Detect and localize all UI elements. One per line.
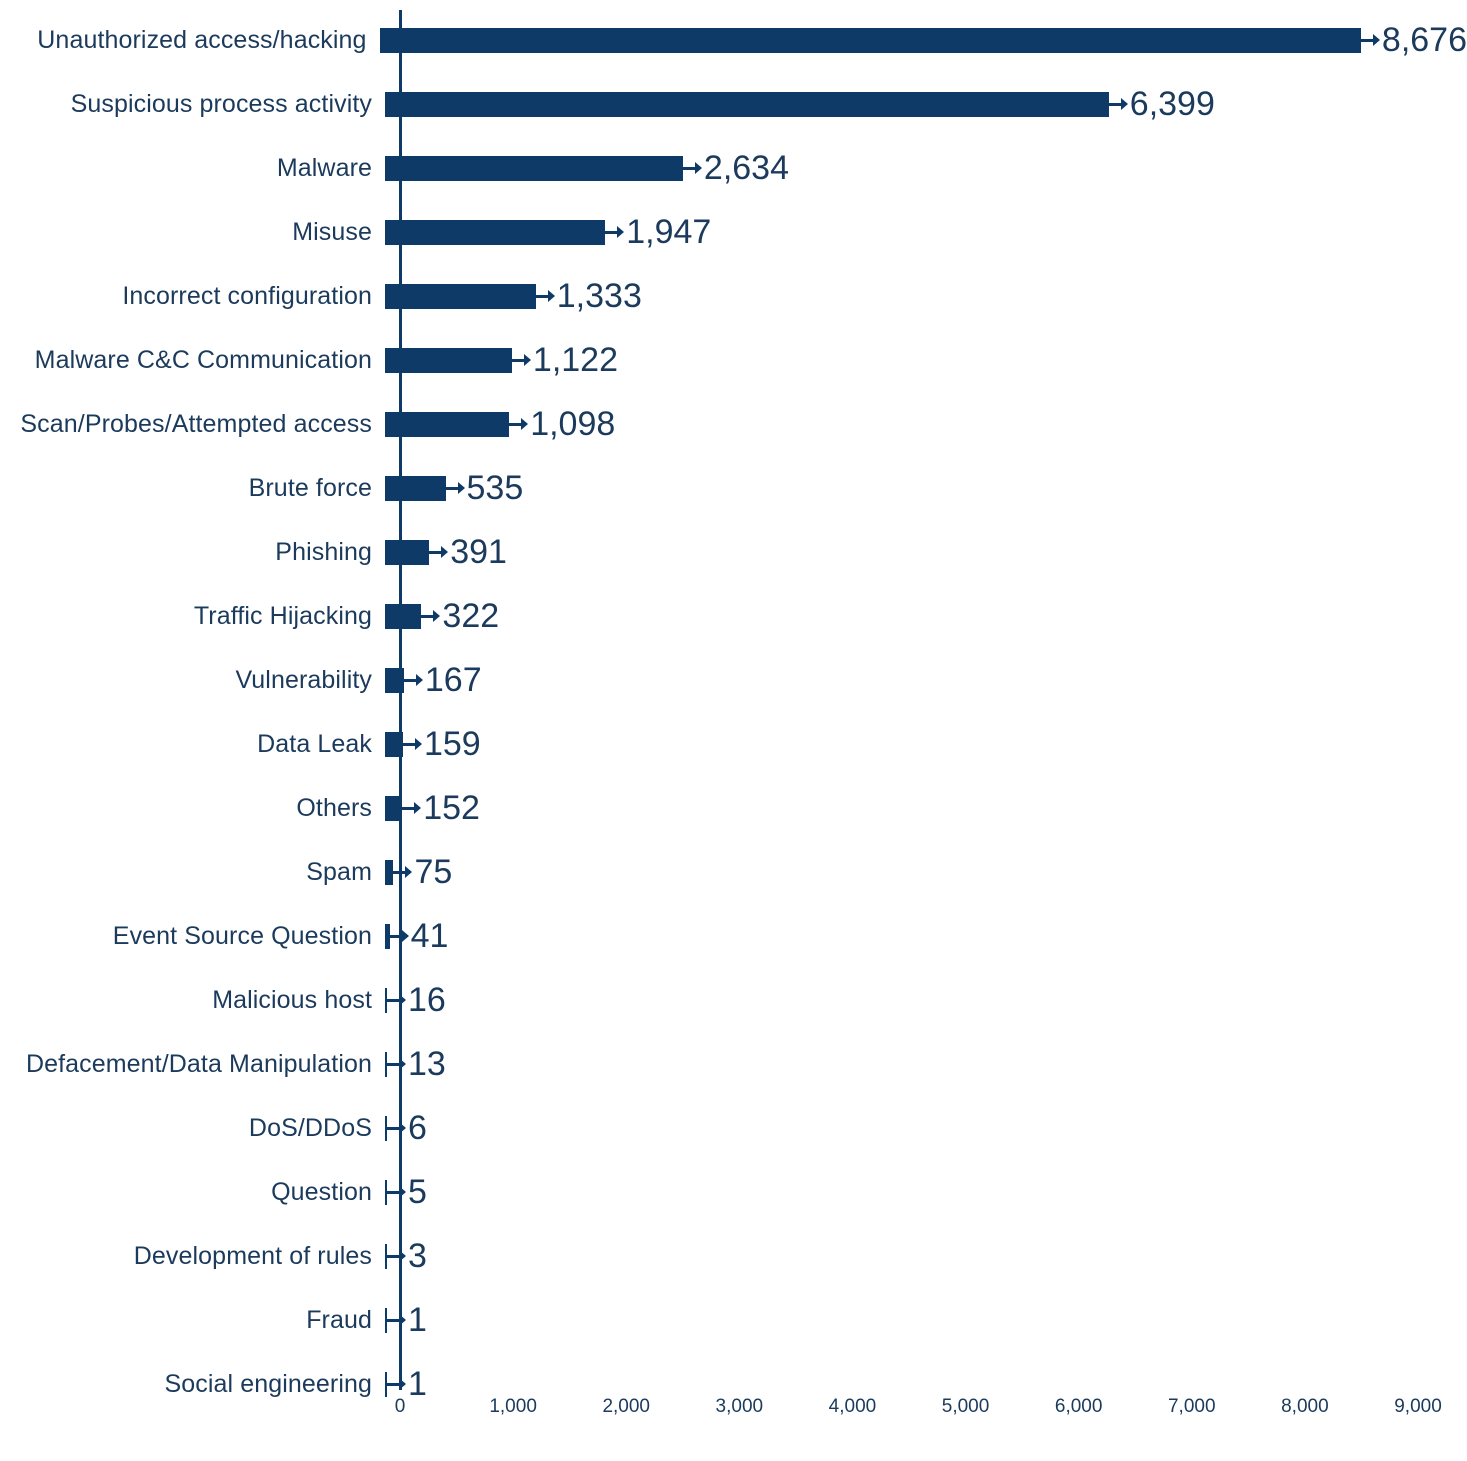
category-label: Event Source Question — [112, 921, 372, 950]
value-pointer-icon — [1109, 92, 1126, 117]
value-label: 3 — [408, 1236, 427, 1275]
bar-cell — [385, 904, 1467, 968]
category-label: Defacement/Data Manipulation — [25, 1049, 372, 1078]
bar — [385, 412, 509, 437]
value-pointer-icon — [387, 988, 404, 1013]
bar-cell — [385, 72, 1467, 136]
value-pointer-icon — [387, 1308, 404, 1333]
bar-cell — [385, 648, 1467, 712]
bar-cell — [385, 1032, 1467, 1096]
bar — [385, 284, 536, 309]
bar-cell — [385, 392, 1467, 456]
category-label: Traffic Hijacking — [193, 601, 372, 630]
category-label: Question — [271, 1177, 372, 1206]
x-tick-label: 5,000 — [941, 1396, 990, 1417]
category-label: Vulnerability — [235, 665, 372, 694]
x-tick-label: 9,000 — [1394, 1396, 1442, 1417]
bar-row — [0, 648, 1467, 712]
bar-row — [0, 1224, 1467, 1288]
x-tick-label: 2,000 — [602, 1396, 650, 1417]
value-pointer-icon — [536, 284, 553, 309]
value-pointer-icon — [512, 348, 529, 373]
category-label: Malware — [276, 153, 372, 182]
value-label: 41 — [410, 916, 449, 955]
bar-rows — [0, 8, 1467, 1416]
category-label: Misuse — [292, 217, 372, 246]
bar-cell — [380, 8, 1467, 72]
bar-cell — [385, 328, 1467, 392]
bar-row — [0, 200, 1467, 264]
bar-cell — [385, 1096, 1467, 1160]
value-pointer-icon — [387, 1372, 404, 1397]
bar-cell — [385, 584, 1467, 648]
category-label: Malicious host — [212, 985, 372, 1014]
bar-row — [0, 840, 1467, 904]
category-label: DoS/DDoS — [248, 1113, 372, 1142]
x-tick-label: 6,000 — [1054, 1396, 1103, 1417]
value-label: 5 — [408, 1172, 427, 1211]
bar-row — [0, 968, 1467, 1032]
bar-row — [0, 1032, 1467, 1096]
category-label: Malware C&C Communication — [34, 345, 372, 374]
bar — [385, 348, 512, 373]
x-tick-label: 7,000 — [1167, 1396, 1216, 1417]
bar-row — [0, 392, 1467, 456]
value-label: 391 — [450, 532, 507, 571]
value-pointer-icon — [387, 1244, 404, 1269]
x-tick-label: 1,000 — [489, 1396, 537, 1417]
bar-cell — [385, 520, 1467, 584]
bar-cell — [385, 136, 1467, 200]
value-label: 535 — [466, 468, 524, 507]
value-label: 159 — [423, 724, 481, 763]
value-pointer-icon — [387, 1180, 404, 1205]
category-label: Brute force — [248, 473, 372, 502]
x-tick-label: 4,000 — [828, 1396, 877, 1417]
category-label: Others — [296, 793, 372, 822]
bar — [385, 156, 683, 181]
value-label: 167 — [424, 660, 482, 699]
bar-row — [0, 264, 1467, 328]
bar-row — [0, 1288, 1467, 1352]
bar-cell — [385, 968, 1467, 1032]
value-label: 13 — [408, 1044, 446, 1083]
value-pointer-icon — [402, 796, 419, 821]
bar-cell — [385, 264, 1467, 328]
bar-row — [0, 712, 1467, 776]
bar-row — [0, 72, 1467, 136]
bar-row — [0, 456, 1467, 520]
bar — [385, 220, 605, 245]
category-label: Incorrect configuration — [122, 281, 372, 310]
bar-cell — [385, 1160, 1467, 1224]
value-pointer-icon — [421, 604, 438, 629]
category-label: Development of rules — [133, 1241, 372, 1270]
value-label: 322 — [442, 596, 500, 635]
bar — [385, 796, 402, 821]
x-axis-ticks — [385, 1396, 1442, 1436]
bar — [385, 668, 404, 693]
bar-row — [0, 1160, 1467, 1224]
bar-cell — [385, 200, 1467, 264]
value-label: 1,947 — [626, 212, 712, 251]
x-tick-label: 8,000 — [1281, 1396, 1329, 1417]
bar-cell — [385, 776, 1467, 840]
value-pointer-icon — [605, 220, 622, 245]
value-pointer-icon — [387, 1116, 404, 1141]
bar-row — [0, 1096, 1467, 1160]
bar-cell — [385, 840, 1467, 904]
bar — [385, 732, 403, 757]
category-label: Phishing — [275, 537, 372, 566]
bar-cell — [385, 1288, 1467, 1352]
value-pointer-icon — [1361, 28, 1378, 53]
category-label: Data Leak — [257, 729, 372, 758]
bar — [385, 860, 393, 885]
bar-row — [0, 328, 1467, 392]
x-tick-label: 3,000 — [715, 1396, 764, 1417]
category-label: Suspicious process activity — [70, 89, 372, 118]
x-tick-label: 0 — [394, 1396, 406, 1417]
value-label: 1 — [408, 1364, 427, 1403]
value-label: 6 — [408, 1108, 427, 1147]
value-label: 1,333 — [556, 276, 642, 315]
category-label: Fraud — [306, 1305, 372, 1334]
bar-row — [0, 8, 1467, 72]
value-label: 152 — [423, 788, 480, 827]
bar-row — [0, 584, 1467, 648]
value-pointer-icon — [393, 860, 410, 885]
value-pointer-icon — [403, 732, 420, 757]
value-pointer-icon — [429, 540, 446, 565]
category-label: Social engineering — [164, 1369, 372, 1398]
value-pointer-icon — [390, 924, 407, 949]
bar-row — [0, 904, 1467, 968]
bar-row — [0, 520, 1467, 584]
bar-cell — [385, 456, 1467, 520]
value-label: 1,098 — [530, 404, 616, 443]
value-pointer-icon — [404, 668, 421, 693]
value-label: 75 — [414, 852, 453, 891]
bar-row — [0, 136, 1467, 200]
bar-row — [0, 776, 1467, 840]
bar-cell — [385, 1224, 1467, 1288]
bar — [380, 28, 1361, 53]
category-label: Scan/Probes/Attempted access — [20, 409, 372, 438]
value-label: 1 — [408, 1300, 427, 1339]
category-label: Spam — [306, 857, 372, 886]
value-pointer-icon — [509, 412, 526, 437]
category-label: Unauthorized access/hacking — [37, 25, 367, 54]
value-label: 6,399 — [1129, 84, 1215, 123]
bar-cell — [385, 712, 1467, 776]
value-pointer-icon — [446, 476, 463, 501]
value-pointer-icon — [683, 156, 700, 181]
value-label: 16 — [408, 980, 446, 1019]
value-label: 8,676 — [1381, 20, 1467, 59]
bar — [385, 476, 446, 501]
bar — [385, 604, 421, 629]
value-label: 2,634 — [703, 148, 790, 187]
value-label: 1,122 — [532, 340, 618, 379]
value-pointer-icon — [387, 1052, 404, 1077]
bar — [385, 92, 1109, 117]
bar — [385, 540, 429, 565]
